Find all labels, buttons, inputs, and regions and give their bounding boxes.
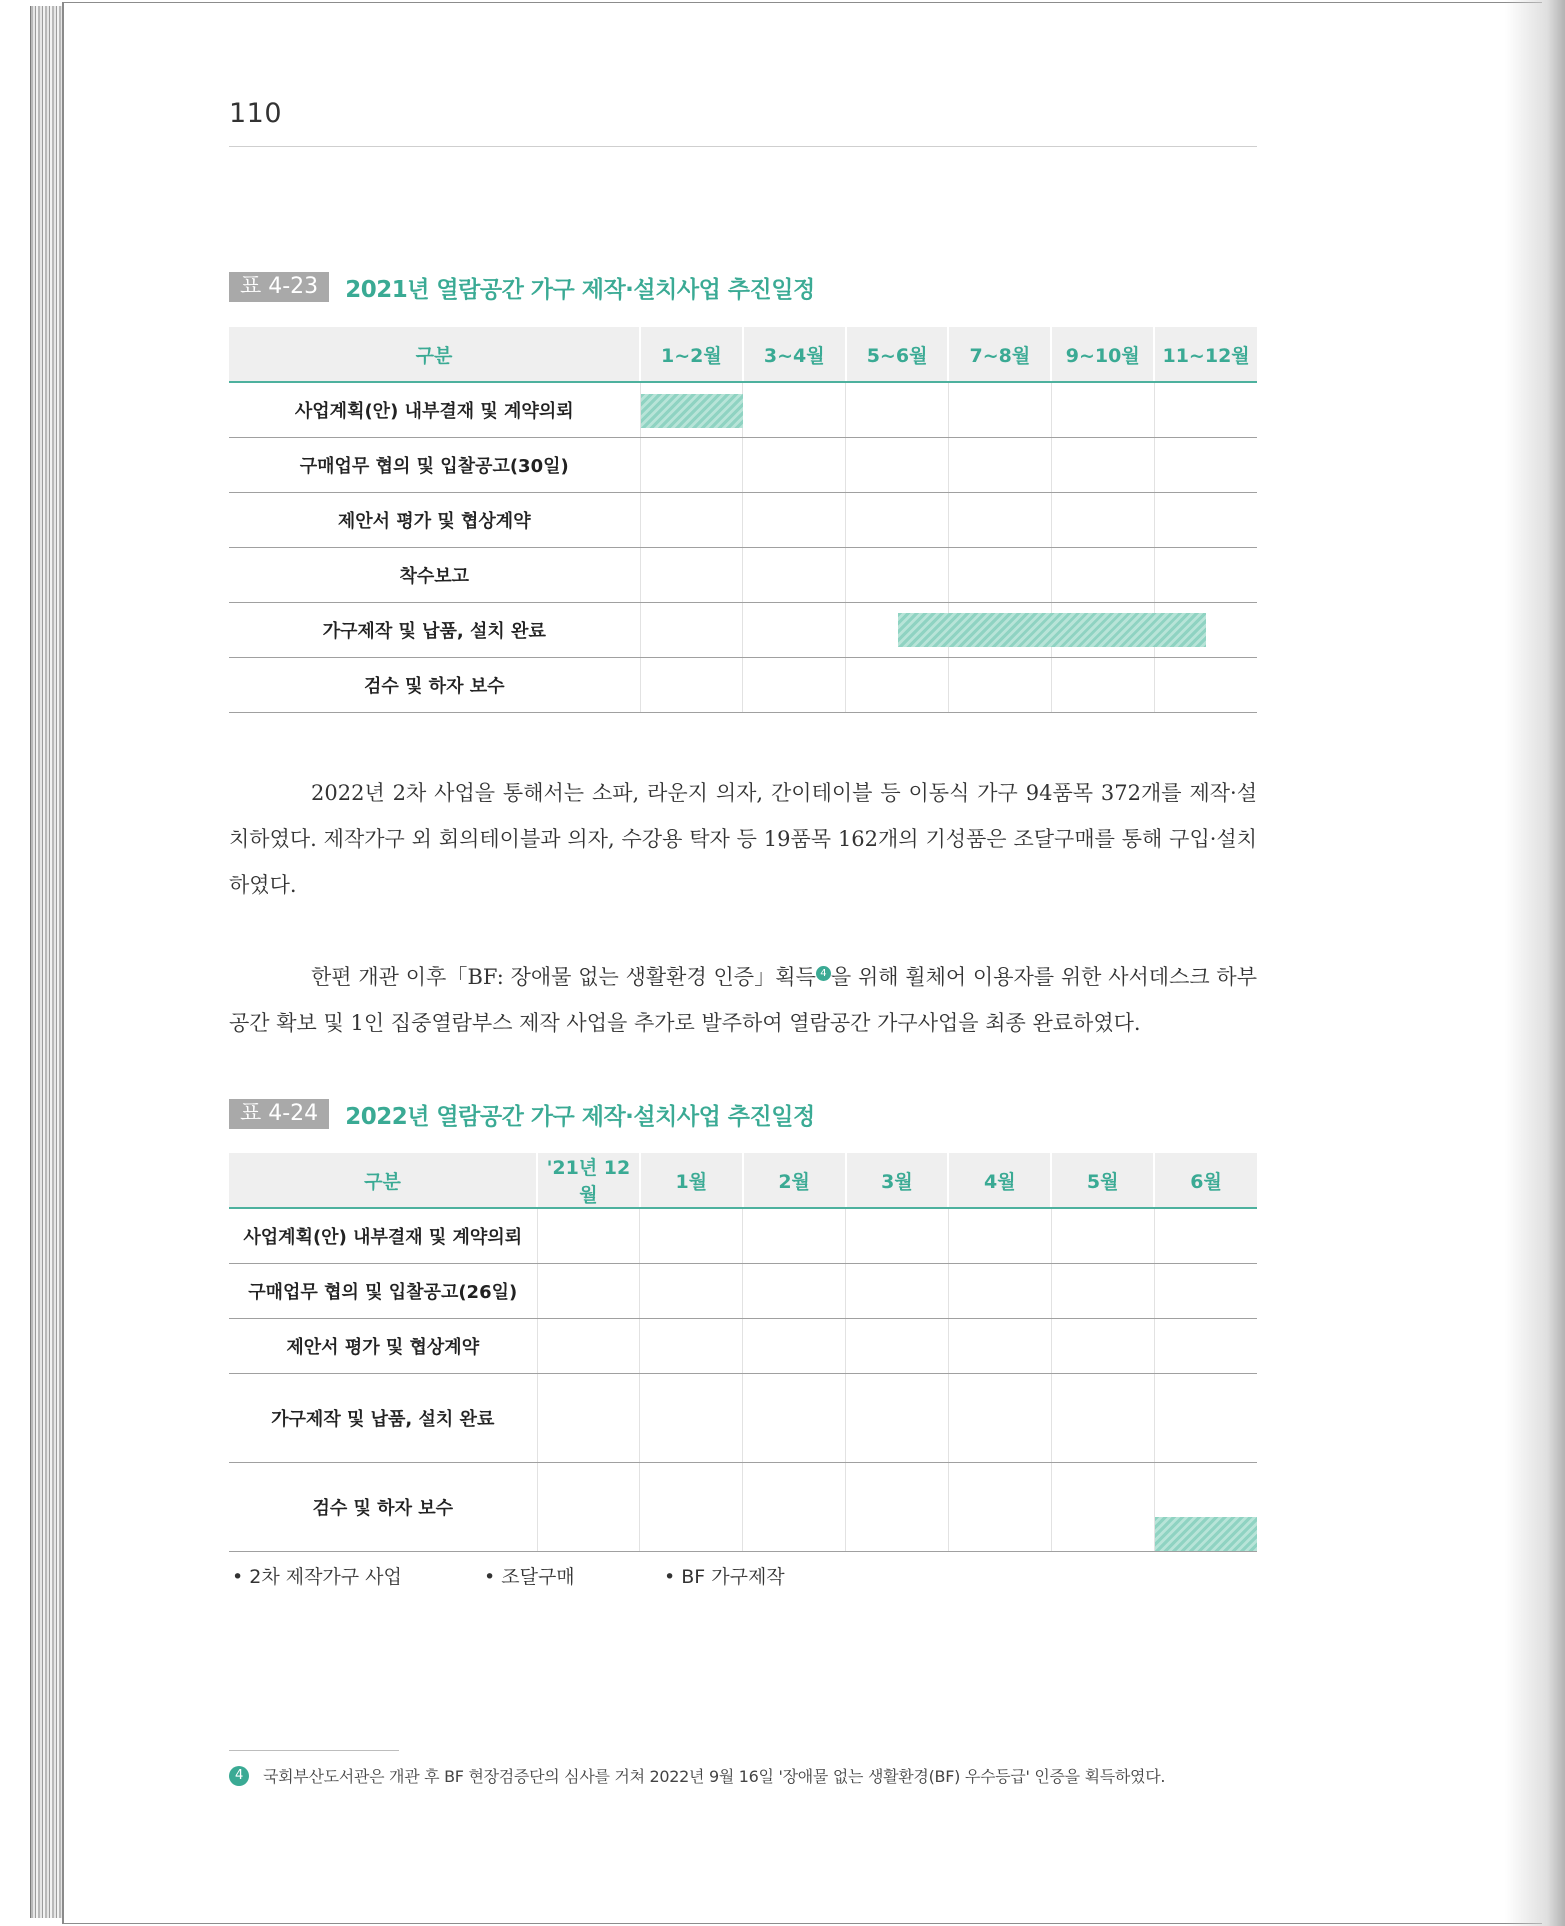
page-number: 110 xyxy=(229,98,283,129)
schedule-cell xyxy=(640,1208,743,1263)
table-row xyxy=(229,602,1257,657)
footnote-number: 4 xyxy=(229,1766,249,1786)
schedule-cell xyxy=(743,547,846,602)
header-month: 1~2월 xyxy=(640,327,743,382)
header-month: 11~12월 xyxy=(1154,327,1257,382)
table-row xyxy=(229,1318,1257,1373)
header-month: 2월 xyxy=(743,1153,846,1208)
table2-tag: 표 4-24 xyxy=(229,1099,329,1129)
schedule-cell xyxy=(1051,1373,1154,1462)
table2-caption xyxy=(229,1099,815,1129)
header-month: 3월 xyxy=(846,1153,949,1208)
row-label: 사업계획(안) 내부결재 및 계약의뢰 xyxy=(229,1208,537,1263)
footnote-rule xyxy=(229,1750,399,1751)
schedule-cell xyxy=(640,437,743,492)
schedule-cell xyxy=(1154,1373,1257,1462)
schedule-cell xyxy=(640,602,743,657)
paragraph-2 xyxy=(229,954,1257,1046)
table-row xyxy=(229,1208,1257,1263)
header-month: 4월 xyxy=(948,1153,1051,1208)
schedule-cell xyxy=(1154,382,1257,437)
header-month: 7~8월 xyxy=(948,327,1051,382)
row-label: 제안서 평가 및 협상계약 xyxy=(229,492,640,547)
legend-item-2nd-furniture: • 2차 제작가구 사업 xyxy=(232,1566,402,1588)
footnote-marker[interactable]: 4 xyxy=(816,966,831,981)
schedule-cell xyxy=(1154,492,1257,547)
schedule-cell xyxy=(743,1263,846,1318)
schedule-cell xyxy=(1051,547,1154,602)
schedule-bar xyxy=(1155,1517,1258,1551)
table1-schedule xyxy=(229,327,1257,713)
schedule-cell xyxy=(537,1462,640,1551)
row-label: 가구제작 및 납품, 설치 완료 xyxy=(229,602,640,657)
schedule-cell xyxy=(846,657,949,712)
schedule-cell xyxy=(846,1208,949,1263)
table1-title: 2021년 열람공간 가구 제작·설치사업 추진일정 xyxy=(345,276,815,303)
schedule-cell xyxy=(640,1263,743,1318)
table2-title: 2022년 열람공간 가구 제작·설치사업 추진일정 xyxy=(345,1103,815,1130)
row-label: 검수 및 하자 보수 xyxy=(229,657,640,712)
table-row xyxy=(229,492,1257,547)
schedule-cell xyxy=(640,657,743,712)
schedule-cell xyxy=(537,1208,640,1263)
paragraph-2-part-a: 한편 개관 이후「BF: 장애물 없는 생활환경 인증」획득 xyxy=(311,965,816,989)
schedule-cell xyxy=(640,1462,743,1551)
table2-header-row xyxy=(229,1153,1257,1208)
schedule-cell xyxy=(1051,1462,1154,1551)
schedule-cell xyxy=(640,1373,743,1462)
schedule-cell xyxy=(846,1462,949,1551)
row-label: 가구제작 및 납품, 설치 완료 xyxy=(229,1373,537,1462)
schedule-cell xyxy=(948,602,1051,657)
schedule-cell xyxy=(743,1462,846,1551)
schedule-cell xyxy=(948,1462,1051,1551)
schedule-cell xyxy=(743,437,846,492)
table2-schedule xyxy=(229,1153,1257,1552)
row-label: 검수 및 하자 보수 xyxy=(229,1462,537,1551)
header-month: 5월 xyxy=(1051,1153,1154,1208)
schedule-cell xyxy=(537,1373,640,1462)
table1-caption xyxy=(229,272,815,302)
schedule-cell xyxy=(846,1318,949,1373)
schedule-cell xyxy=(1154,1318,1257,1373)
schedule-cell xyxy=(1154,547,1257,602)
table-row xyxy=(229,1373,1257,1462)
schedule-cell xyxy=(948,547,1051,602)
header-month: 5~6월 xyxy=(846,327,949,382)
schedule-cell xyxy=(640,547,743,602)
schedule-cell xyxy=(743,602,846,657)
schedule-cell xyxy=(743,1373,846,1462)
table-row xyxy=(229,547,1257,602)
table1-tag: 표 4-23 xyxy=(229,272,329,302)
schedule-cell xyxy=(1051,492,1154,547)
schedule-cell xyxy=(846,492,949,547)
row-label: 구매업무 협의 및 입찰공고(26일) xyxy=(229,1263,537,1318)
book-page-edges xyxy=(30,6,65,1918)
schedule-cell xyxy=(846,437,949,492)
row-label: 제안서 평가 및 협상계약 xyxy=(229,1318,537,1373)
header-rule xyxy=(229,146,1257,147)
schedule-cell xyxy=(1154,437,1257,492)
table-row xyxy=(229,1462,1257,1551)
schedule-cell xyxy=(1154,657,1257,712)
schedule-cell xyxy=(1051,1263,1154,1318)
schedule-cell xyxy=(640,382,743,437)
schedule-cell xyxy=(948,437,1051,492)
table1-header-row xyxy=(229,327,1257,382)
schedule-cell xyxy=(948,1318,1051,1373)
header-month: 9~10월 xyxy=(1051,327,1154,382)
schedule-cell xyxy=(1051,602,1154,657)
schedule-cell xyxy=(1051,1208,1154,1263)
table-row xyxy=(229,657,1257,712)
footnote-text: 국회부산도서관은 개관 후 BF 현장검증단의 심사를 거쳐 2022년 9월 16일 '장애물 없는 생활환경(BF) 우수등급' 인증을 획득하였다. xyxy=(263,1767,1166,1786)
legend-item-bf-furniture: • BF 가구제작 xyxy=(664,1566,785,1588)
schedule-cell xyxy=(1051,1318,1154,1373)
schedule-cell xyxy=(743,382,846,437)
schedule-cell xyxy=(948,382,1051,437)
legend-item-procurement: • 조달구매 xyxy=(484,1566,575,1588)
schedule-cell xyxy=(948,1373,1051,1462)
schedule-cell xyxy=(1051,437,1154,492)
row-label: 구매업무 협의 및 입찰공고(30일) xyxy=(229,437,640,492)
schedule-cell xyxy=(1154,1462,1257,1551)
header-month: 3~4월 xyxy=(743,327,846,382)
schedule-cell xyxy=(948,1208,1051,1263)
header-category: 구분 xyxy=(229,327,640,382)
schedule-cell xyxy=(846,1373,949,1462)
header-month: 1월 xyxy=(640,1153,743,1208)
row-label: 사업계획(안) 내부결재 및 계약의뢰 xyxy=(229,382,640,437)
schedule-cell xyxy=(846,1263,949,1318)
schedule-cell xyxy=(743,1318,846,1373)
schedule-cell xyxy=(948,1263,1051,1318)
footnote xyxy=(229,1764,1165,1787)
schedule-cell xyxy=(948,657,1051,712)
schedule-cell xyxy=(1051,382,1154,437)
page-shadow xyxy=(1505,0,1565,1926)
schedule-cell xyxy=(640,492,743,547)
header-category: 구분 xyxy=(229,1153,537,1208)
row-label: 착수보고 xyxy=(229,547,640,602)
schedule-cell xyxy=(1154,602,1257,657)
schedule-cell xyxy=(846,382,949,437)
schedule-cell xyxy=(1051,657,1154,712)
paragraph-1: 2022년 2차 사업을 통해서는 소파, 라운지 의자, 간이테이블 등 이동식 가구 94품목 372개를 제작·설치하였다. 제작가구 외 회의테이블과 의자, 수강용 탁자 등 19품목 162개의 기성품은 조달구매를 통해 구입·설치하였다. xyxy=(229,781,1257,897)
schedule-cell xyxy=(1154,1208,1257,1263)
schedule-cell xyxy=(948,492,1051,547)
header-month: 6월 xyxy=(1154,1153,1257,1208)
schedule-cell xyxy=(846,602,949,657)
table-row xyxy=(229,1263,1257,1318)
schedule-cell xyxy=(640,1318,743,1373)
schedule-bar xyxy=(641,394,744,428)
paragraph-2-part-b: 을 위해 휠체어 이용자를 위한 사서데스크 하부 공간 확보 및 1인 집중열람부스 제작 사업을 추가로 발주하여 열람공간 가구사업을 최종 완료하였다. xyxy=(229,965,1257,1035)
schedule-cell xyxy=(846,547,949,602)
schedule-cell xyxy=(537,1318,640,1373)
header-month: '21년 12월 xyxy=(537,1153,640,1208)
schedule-cell xyxy=(743,492,846,547)
schedule-cell xyxy=(743,1208,846,1263)
schedule-cell xyxy=(537,1263,640,1318)
table-row xyxy=(229,382,1257,437)
table-row xyxy=(229,437,1257,492)
schedule-cell xyxy=(1154,1263,1257,1318)
schedule-cell xyxy=(743,657,846,712)
